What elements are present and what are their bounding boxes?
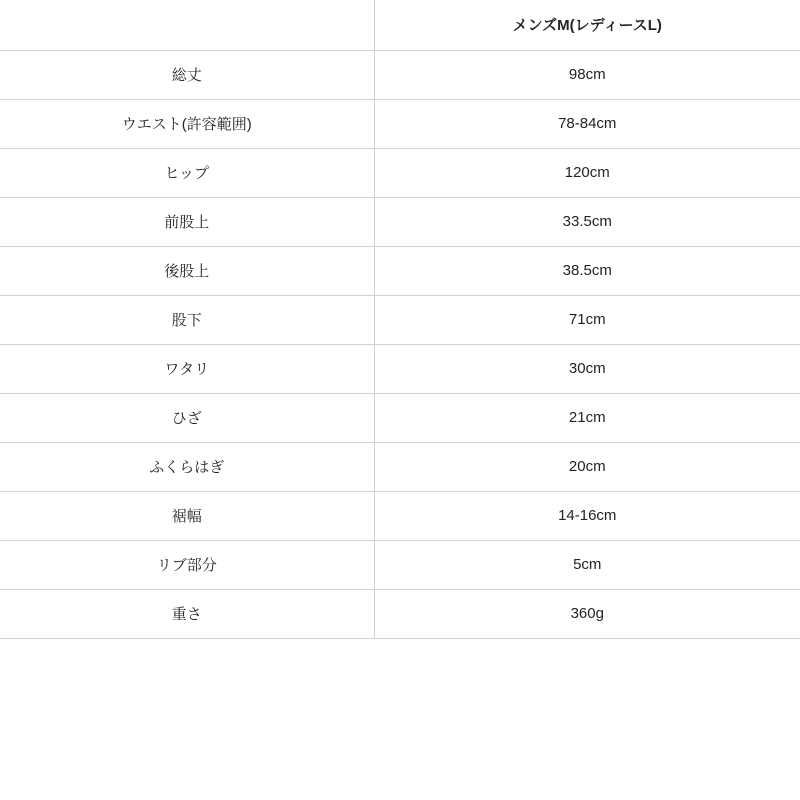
table-row	[0, 99, 800, 148]
row-value: 78-84cm	[374, 99, 800, 148]
table-row	[0, 197, 800, 246]
row-label: 重さ	[0, 589, 374, 638]
table-header-row	[0, 0, 800, 50]
table-row	[0, 295, 800, 344]
row-label: 股下	[0, 295, 374, 344]
table-row	[0, 442, 800, 491]
row-value: 98cm	[374, 50, 800, 99]
table-row	[0, 148, 800, 197]
row-value: 5cm	[374, 540, 800, 589]
table-row	[0, 246, 800, 295]
row-value: 360g	[374, 589, 800, 638]
row-label: ウエスト(許容範囲)	[0, 99, 374, 148]
row-label: ワタリ	[0, 344, 374, 393]
row-label: 前股上	[0, 197, 374, 246]
row-label: 後股上	[0, 246, 374, 295]
table-row	[0, 491, 800, 540]
row-value: 38.5cm	[374, 246, 800, 295]
row-label: ヒップ	[0, 148, 374, 197]
table-header-size: メンズM(レディースL)	[374, 0, 800, 50]
row-label: ひざ	[0, 393, 374, 442]
table-row	[0, 589, 800, 638]
row-value: 30cm	[374, 344, 800, 393]
table-row	[0, 393, 800, 442]
row-label: 総丈	[0, 50, 374, 99]
row-value: 120cm	[374, 148, 800, 197]
table-header-corner	[0, 0, 374, 50]
row-label: リブ部分	[0, 540, 374, 589]
row-label: 裾幅	[0, 491, 374, 540]
row-value: 14-16cm	[374, 491, 800, 540]
row-value: 20cm	[374, 442, 800, 491]
table-body	[0, 50, 800, 638]
row-value: 33.5cm	[374, 197, 800, 246]
table-row	[0, 344, 800, 393]
row-label: ふくらはぎ	[0, 442, 374, 491]
row-value: 71cm	[374, 295, 800, 344]
table-row	[0, 540, 800, 589]
table-row	[0, 50, 800, 99]
table-header	[0, 0, 800, 50]
row-value: 21cm	[374, 393, 800, 442]
